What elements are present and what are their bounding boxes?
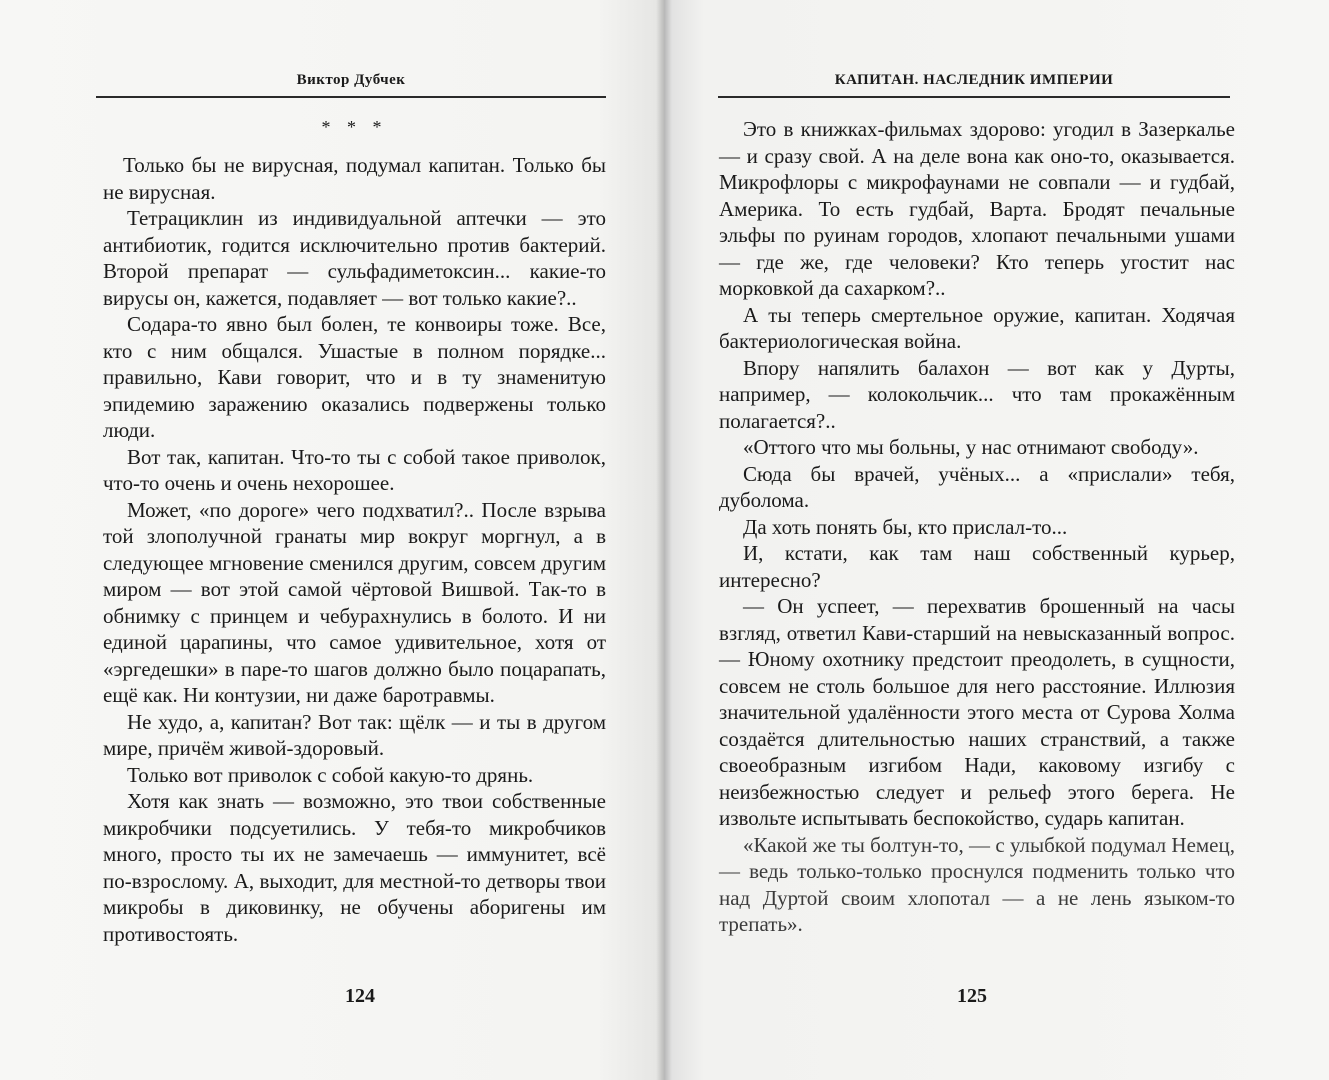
- paragraph: Вот так, капитан. Что-то ты с собой такое приволок, что-то очень и очень нехорошее.: [103, 444, 606, 495]
- section-break: * * *: [321, 117, 388, 137]
- right-page: [664, 0, 1329, 1080]
- right-body-text: [719, 116, 1235, 938]
- paragraph: Это в книжках-фильмах здорово: угодил в Зазеркалье — и сразу свой. А на деле вона как оно-то, оказывается. Микрофлоры с микрофаунами не совпали — и гудбай, Америка. То есть гудбай, Варта. Бродят печальные эльфы по руинам городов, хлопают печальными ушами — где же, где человеки? Кто теперь угостит нас морковкой да сахарком?..: [719, 117, 1235, 300]
- paragraph: Сюда бы врачей, учёных... а «прислали» тебя, дуболома.: [719, 461, 1235, 512]
- page-number-right: 125: [957, 985, 987, 1007]
- left-page: [0, 0, 664, 1080]
- paragraph: Тетрациклин из индивидуальной аптечки — это антибиотик, годится исключительно против бактерий. Второй препарат — сульфадиметоксин... какие-то вирусы он, кажется, подавляет — вот только какие?..: [103, 206, 606, 310]
- book-gutter-shadow: [656, 0, 672, 1080]
- paragraph: Не худо, а, капитан? Вот так: щёлк — и ты в другом мире, причём живой-здоровый.: [103, 709, 606, 760]
- paragraph: А ты теперь смертельное оружие, капитан. Ходячая бактериологическая война.: [719, 302, 1235, 353]
- paragraph: Хотя как знать — возможно, это твои собственные микробчики подсуетились. У тебя-то микробчиков много, просто ты их не замечаешь — иммунитет, всё по-взрослому. А, выходит, для местной-то детворы твои микробы в диковинку, не обучены аборигены им противостоять.: [103, 789, 606, 946]
- left-header-rule: [96, 96, 606, 98]
- paragraph: Содара-то явно был болен, те конвоиры тоже. Все, кто с ним общался. Ушастые в полном порядке... правильно, Кави говорит, что и в ту знаменитую эпидемию заражению оказались подвержены только люди.: [103, 312, 606, 442]
- left-body-text: [103, 152, 606, 947]
- paragraph: «Какой же ты болтун-то, — с улыбкой подумал Немец, — ведь только-только проснулся подменить только что над Дуртой своим хлопотал — а не лень языком-то трепать».: [719, 832, 1235, 936]
- paragraph: Только бы не вирусная, подумал капитан. Только бы не вирусная.: [103, 153, 606, 204]
- paragraph: Только вот приволок с собой какую-то дрянь.: [127, 762, 534, 787]
- paragraph: И, кстати, как там наш собственный курьер, интересно?: [719, 541, 1235, 592]
- paragraph: Впору напялить балахон — вот как у Дурты, например, — колокольчик... что там прокажённым полагается?..: [719, 355, 1235, 433]
- paragraph: Да хоть понять бы, кто прислал-то...: [743, 514, 1068, 539]
- paragraph: — Он успеет, — перехватив брошенный на часы взгляд, ответил Кави-старший на невысказанный вопрос. — Юному охотнику предстоит преодолеть, в сущности, совсем не столь большое для него расстояние. Иллюзия значительной удалённости этого места от Сурова Холма создаётся длительностью наших странствий, а также своеобразным изгибом Нади, каковому изгибу с неизбежностью следует и рельеф этого берега. Не извольте испытывать беспокойство, сударь капитан.: [719, 594, 1235, 830]
- page-number-left: 124: [345, 985, 375, 1007]
- paragraph: «Оттого что мы больны, у нас отнимают свободу».: [743, 435, 1199, 459]
- right-running-head: КАПИТАН. НАСЛЕДНИК ИМПЕРИИ: [834, 72, 1114, 88]
- right-header-rule: [718, 96, 1230, 98]
- left-running-head: Виктор Дубчек: [296, 72, 406, 88]
- paragraph: Может, «по дороге» чего подхватил?.. После взрыва той злополучной гранаты мир вокруг моргнул, а в следующее мгновение сменился другим, совсем другим миром — вот этой самой чёртовой Вишвой. Так-то в обнимку с принцем и чебурахнулись в болото. И ни единой царапины, что самое удивительное, хотя от «эргедешки» в паре-то шагов должно было поцарапать, ещё как. Ни контузии, ни даже баротравмы.: [103, 497, 606, 707]
